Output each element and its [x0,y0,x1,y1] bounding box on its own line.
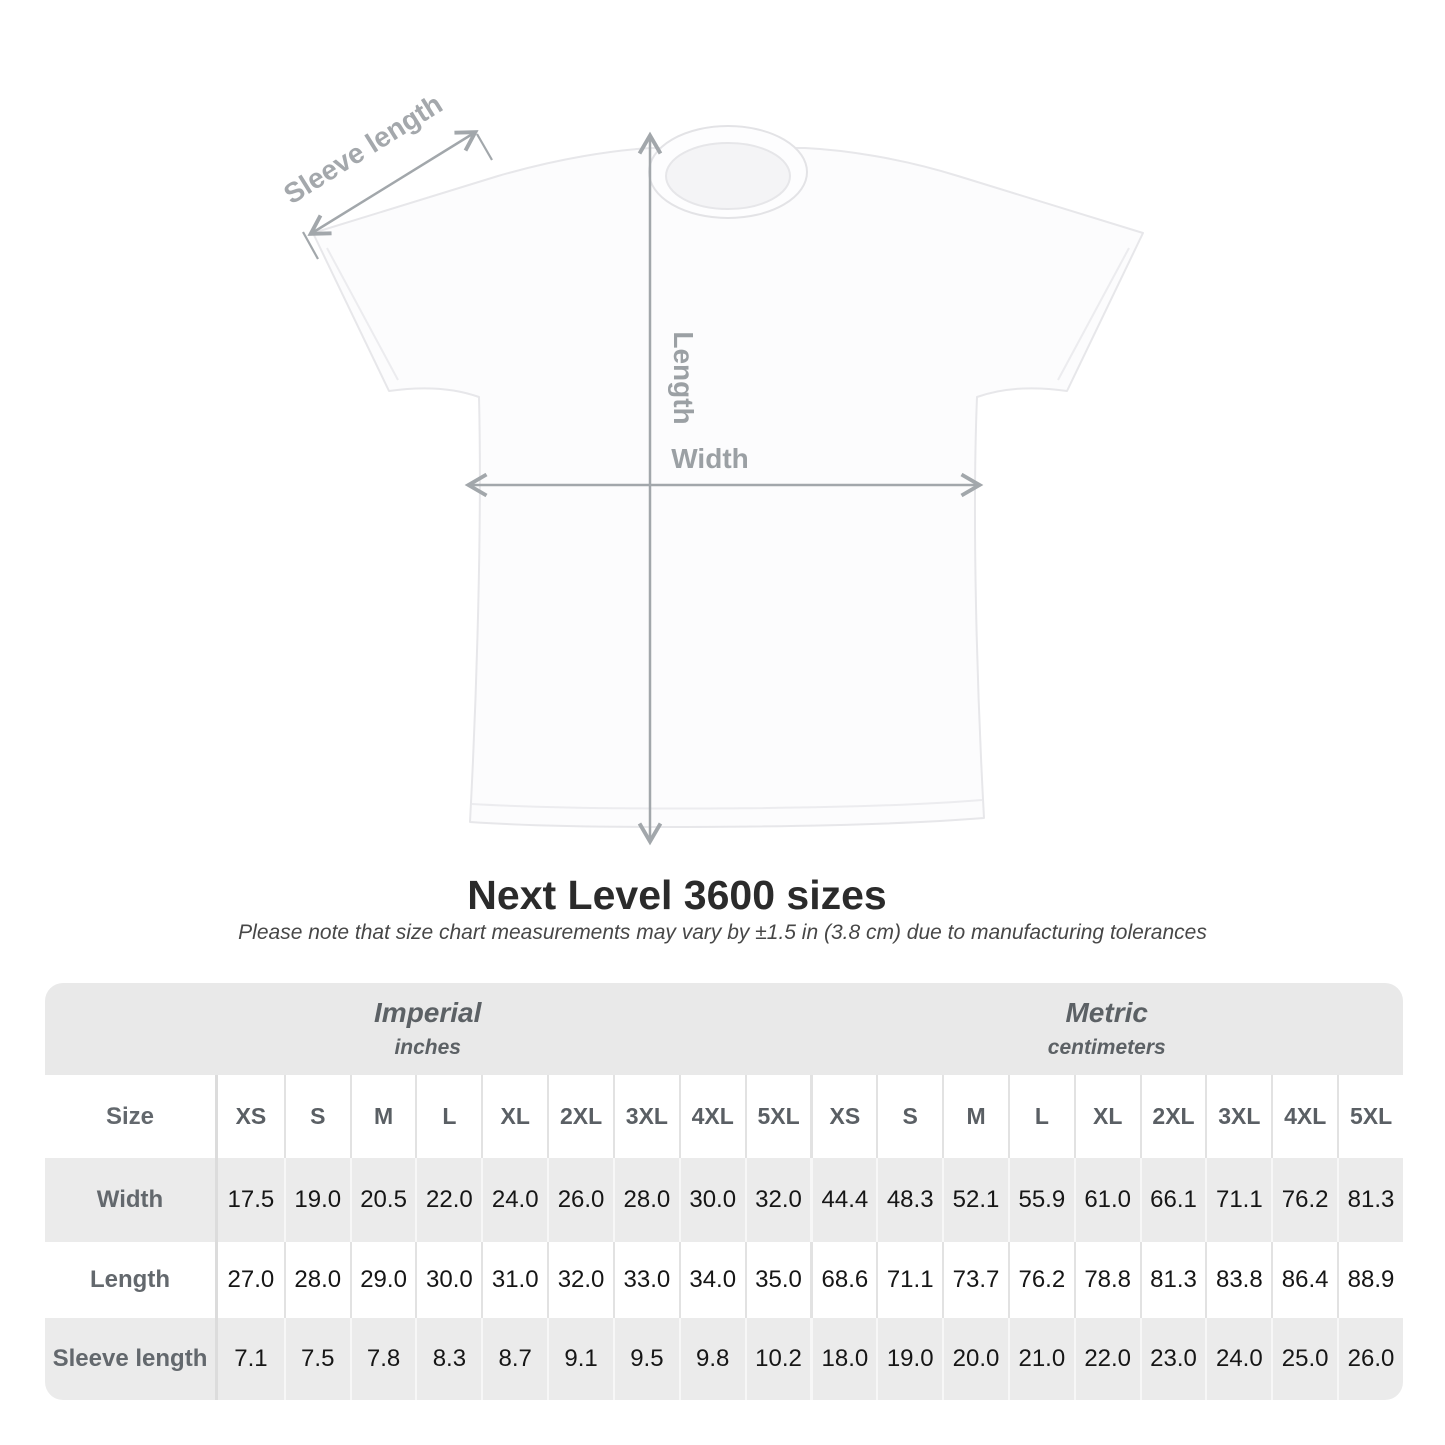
column-header: S [876,1075,942,1158]
table-cell: 83.8 [1205,1242,1271,1318]
table-cell: 7.1 [218,1318,284,1400]
column-header: 3XL [1205,1075,1271,1158]
table-cell: 25.0 [1271,1318,1337,1400]
table-cell: 78.8 [1074,1242,1140,1318]
column-header: L [415,1075,481,1158]
table-cell: 33.0 [613,1242,679,1318]
table-cell: 48.3 [876,1158,942,1242]
sleeve-length-label: Sleeve length [278,87,448,210]
table-cell: 55.9 [1008,1158,1074,1242]
table-cell: 27.0 [218,1242,284,1318]
table-cell: 88.9 [1337,1242,1403,1318]
size-header-row [45,1075,1403,1158]
table-row-sleeve-length [45,1318,1403,1400]
table-cell: 9.8 [679,1318,745,1400]
column-header: 5XL [745,1075,811,1158]
column-header: 5XL [1337,1075,1403,1158]
column-header: S [284,1075,350,1158]
sleeve-arrow-tick-top [477,134,492,160]
column-header: M [942,1075,1008,1158]
table-cell: 71.1 [1205,1158,1271,1242]
column-header: M [350,1075,416,1158]
table-cell: 71.1 [876,1242,942,1318]
row-label: Length [45,1242,218,1318]
table-cell: 22.0 [1074,1318,1140,1400]
table-cell: 24.0 [481,1158,547,1242]
column-header: XS [810,1075,876,1158]
size-column-header: Size [45,1075,218,1158]
table-cell: 29.0 [350,1242,416,1318]
table-cell: 20.5 [350,1158,416,1242]
row-label: Sleeve length [45,1318,218,1400]
table-row-length [45,1242,1403,1318]
table-cell: 20.0 [942,1318,1008,1400]
table-cell: 26.0 [547,1158,613,1242]
table-cell: 21.0 [1008,1318,1074,1400]
column-header: 4XL [679,1075,745,1158]
imperial-unit: inches [394,1035,461,1059]
unit-group-row [45,983,1403,1075]
table-cell: 76.2 [1271,1158,1337,1242]
table-cell: 22.0 [415,1158,481,1242]
metric-label: Metric [1065,997,1148,1029]
table-row-width [45,1158,1403,1242]
table-cell: 8.3 [415,1318,481,1400]
table-cell: 52.1 [942,1158,1008,1242]
metric-group-header [810,983,1403,1075]
table-cell: 30.0 [679,1158,745,1242]
table-cell: 19.0 [876,1318,942,1400]
tshirt-graphic [313,126,1143,827]
imperial-group-header [45,983,810,1075]
table-cell: 86.4 [1271,1242,1337,1318]
column-header: 2XL [547,1075,613,1158]
metric-unit: centimeters [1047,1035,1166,1059]
column-header: XS [218,1075,284,1158]
table-cell: 32.0 [547,1242,613,1318]
tshirt-body-shape [313,148,1143,827]
table-cell: 35.0 [745,1242,811,1318]
row-label: Width [45,1158,218,1242]
column-header: 2XL [1140,1075,1206,1158]
length-label: Length [668,331,699,425]
size-table [45,983,1403,1400]
table-cell: 18.0 [810,1318,876,1400]
table-cell: 73.7 [942,1242,1008,1318]
table-cell: 26.0 [1337,1318,1403,1400]
table-cell: 31.0 [481,1242,547,1318]
column-header: XL [1074,1075,1140,1158]
column-header: L [1008,1075,1074,1158]
column-header: XL [481,1075,547,1158]
table-cell: 68.6 [810,1242,876,1318]
table-cell: 9.5 [613,1318,679,1400]
table-cell: 81.3 [1337,1158,1403,1242]
table-cell: 66.1 [1140,1158,1206,1242]
table-cell: 7.5 [284,1318,350,1400]
table-cell: 34.0 [679,1242,745,1318]
table-cell: 23.0 [1140,1318,1206,1400]
column-header: 3XL [613,1075,679,1158]
table-cell: 9.1 [547,1318,613,1400]
width-label: Width [671,443,749,474]
page-title: Next Level 3600 sizes [467,872,887,918]
table-cell: 76.2 [1008,1242,1074,1318]
table-cell: 19.0 [284,1158,350,1242]
table-cell: 61.0 [1074,1158,1140,1242]
column-header: 4XL [1271,1075,1337,1158]
page-subtitle: Please note that size chart measurements may vary by ±1.5 in (3.8 cm) due to manufacturing tolerances [238,921,1207,944]
table-cell: 8.7 [481,1318,547,1400]
collar-inner [666,143,790,209]
table-cell: 81.3 [1140,1242,1206,1318]
table-cell: 28.0 [613,1158,679,1242]
table-cell: 24.0 [1205,1318,1271,1400]
table-cell: 17.5 [218,1158,284,1242]
table-cell: 28.0 [284,1242,350,1318]
table-cell: 44.4 [810,1158,876,1242]
table-cell: 10.2 [745,1318,811,1400]
table-cell: 30.0 [415,1242,481,1318]
table-cell: 32.0 [745,1158,811,1242]
imperial-label: Imperial [374,997,482,1029]
table-cell: 7.8 [350,1318,416,1400]
